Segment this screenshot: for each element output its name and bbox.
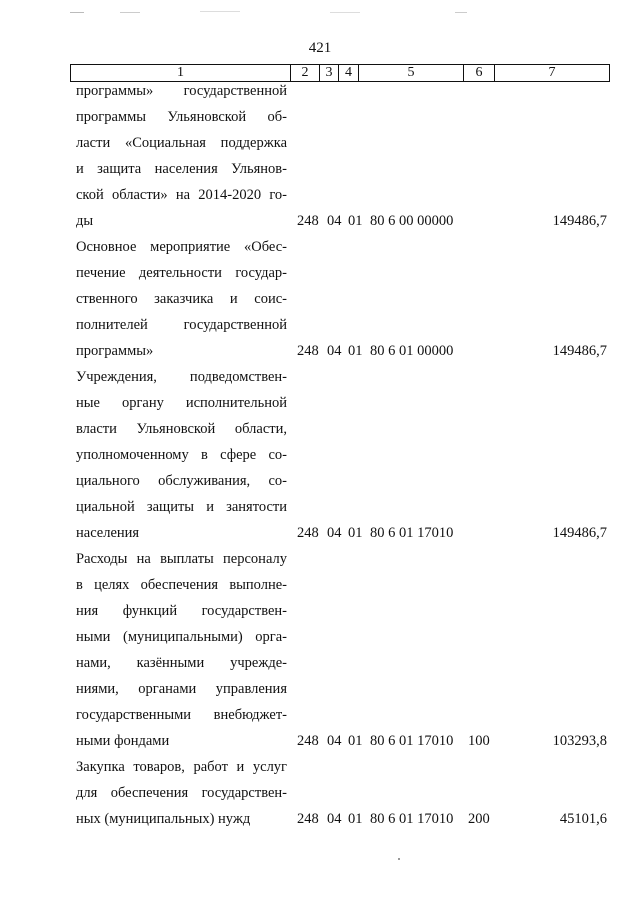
scan-speck (330, 12, 360, 13)
description-line: циальной защиты и занятости (76, 499, 287, 515)
description-line: населения (76, 525, 140, 541)
description-line: программы» (76, 343, 154, 359)
row-description (76, 364, 287, 546)
description-line: ными (муниципальными) орга- (76, 629, 287, 645)
description-line: и защита населения Ульянов- (76, 161, 287, 177)
cell-target-article: 80 6 01 17010 (370, 733, 454, 749)
description-line: ными фондами (76, 733, 170, 749)
cell-subsection: 01 (348, 733, 363, 749)
description-line: Учреждения, подведомствен- (76, 369, 287, 385)
cell-admin-code: 248 (297, 811, 319, 827)
description-line: ской области» на 2014-2020 го- (76, 187, 287, 203)
cell-amount: 103293,8 (552, 733, 607, 749)
description-line: программы» государственной (76, 83, 287, 99)
description-line: циального обслуживания, со- (76, 473, 287, 489)
description-line: Расходы на выплаты персоналу (76, 551, 287, 567)
column-header-5: 5 (359, 65, 464, 82)
page-number: 421 (308, 40, 332, 56)
cell-subsection: 01 (348, 343, 363, 359)
cell-expense-type: 100 (468, 733, 490, 749)
description-line: ственного заказчика и соис- (76, 291, 287, 307)
description-line: в целях обеспечения выполне- (76, 577, 287, 593)
column-header-2: 2 (291, 65, 320, 82)
cell-amount: 149486,7 (552, 213, 607, 229)
description-line: государственными внебюджет- (76, 707, 287, 723)
description-line: ния функций государствен- (76, 603, 287, 619)
description-line: ды (76, 213, 94, 229)
cell-target-article: 80 6 01 17010 (370, 525, 454, 541)
row-description (76, 754, 287, 832)
cell-section: 04 (327, 811, 342, 827)
cell-admin-code: 248 (297, 213, 319, 229)
description-line: Закупка товаров, работ и услуг (76, 759, 287, 775)
cell-target-article: 80 6 01 17010 (370, 811, 454, 827)
cell-subsection: 01 (348, 525, 363, 541)
description-line: полнителей государственной (76, 317, 287, 333)
cell-expense-type: 200 (468, 811, 490, 827)
description-line: ласти «Социальная поддержка (76, 135, 287, 151)
row-description (76, 546, 287, 754)
row-description (76, 234, 287, 364)
scan-speck (120, 12, 140, 13)
cell-admin-code: 248 (297, 733, 319, 749)
cell-section: 04 (327, 525, 342, 541)
description-line: уполномоченному в сфере со- (76, 447, 287, 463)
description-line: для обеспечения государствен- (76, 785, 287, 801)
column-header-4: 4 (339, 65, 359, 82)
description-line: ниями, органами управления (76, 681, 287, 697)
column-header-6: 6 (464, 65, 495, 82)
description-line: нами, казёнными учрежде- (76, 655, 287, 671)
scan-speck (398, 858, 400, 860)
cell-section: 04 (327, 213, 342, 229)
cell-section: 04 (327, 733, 342, 749)
scan-speck (70, 12, 84, 13)
description-line: ные органу исполнительной (76, 395, 287, 411)
cell-target-article: 80 6 00 00000 (370, 213, 454, 229)
cell-amount: 45101,6 (559, 811, 607, 827)
cell-admin-code: 248 (297, 343, 319, 359)
description-line: ных (муниципальных) нужд (76, 811, 251, 827)
cell-section: 04 (327, 343, 342, 359)
cell-subsection: 01 (348, 213, 363, 229)
column-header-3: 3 (320, 65, 339, 82)
description-line: программы Ульяновской об- (76, 109, 287, 125)
column-header-1: 1 (71, 65, 291, 82)
cell-admin-code: 248 (297, 525, 319, 541)
description-line: печение деятельности государ- (76, 265, 287, 281)
scan-speck (455, 12, 467, 13)
scan-speck (200, 11, 240, 12)
cell-amount: 149486,7 (552, 525, 607, 541)
description-line: власти Ульяновской области, (76, 421, 287, 437)
cell-target-article: 80 6 01 00000 (370, 343, 454, 359)
column-header-7: 7 (495, 65, 610, 82)
description-line: Основное мероприятие «Обес- (76, 239, 287, 255)
row-description (76, 78, 287, 234)
cell-amount: 149486,7 (552, 343, 607, 359)
cell-subsection: 01 (348, 811, 363, 827)
